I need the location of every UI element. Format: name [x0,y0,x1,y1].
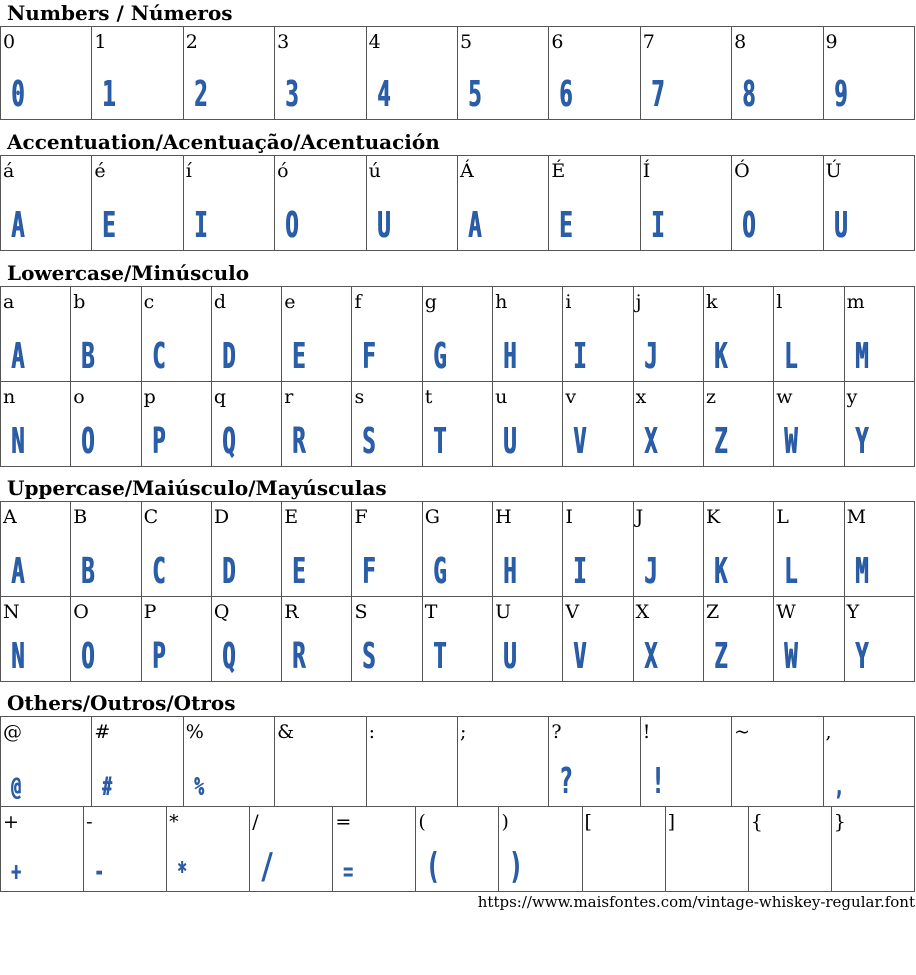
font-glyph-sample: M [854,336,869,377]
glyph-cell [549,717,640,807]
character-label: h [495,291,508,313]
character-label: = [335,811,352,833]
font-glyph-sample: A [467,205,482,246]
glyph-cell [703,287,773,382]
glyph-cell [71,382,141,467]
font-glyph-sample: U [833,205,847,246]
character-label: 4 [368,31,381,53]
character-label: + [3,811,19,833]
character-label: / [252,811,259,833]
character-label: X [635,601,650,623]
glyph-cell [563,502,633,597]
font-glyph-sample: U [503,421,517,462]
character-label: Z [705,601,720,623]
glyph-cell [457,717,548,807]
font-glyph-sample: A [11,551,25,592]
character-label: R [284,601,299,623]
character-label: 7 [642,31,655,53]
font-glyph-sample: O [742,205,756,246]
font-glyph-sample: 3 [285,74,299,115]
glyph-cell [563,597,633,682]
character-label: Ó [734,160,750,182]
font-glyph-sample: S [362,636,376,677]
character-label: o [73,386,85,408]
font-glyph-sample: W [784,421,798,462]
font-glyph-sample: 1 [102,74,116,115]
glyph-cell [92,717,183,807]
glyph-row [1,502,915,597]
character-label: C [143,506,159,528]
character-label: 2 [185,31,198,53]
font-glyph-sample: 5 [467,74,482,115]
glyph-cell [282,597,352,682]
glyph-cell [774,382,844,467]
character-label: ~ [734,721,751,743]
glyph-cell [844,382,914,467]
lowercase-grid [0,286,915,467]
glyph-cell [211,287,281,382]
glyph-cell [183,27,274,120]
glyph-cell [250,807,333,892]
font-glyph-sample: I [573,551,587,592]
glyph-cell [282,502,352,597]
character-label: { [750,811,763,833]
character-label: l [776,291,783,313]
character-label: I [565,506,573,528]
character-label: e [284,291,296,313]
glyph-cell [366,717,457,807]
character-label: 6 [551,31,564,53]
font-glyph-sample: O [285,205,299,246]
glyph-cell [563,287,633,382]
character-label: T [424,601,438,623]
others-title: Others/Outros/Otros [7,691,236,715]
glyph-cell [275,156,366,251]
font-glyph-sample: E [292,551,306,592]
character-label: b [73,291,86,313]
glyph-cell [422,287,492,382]
glyph-cell [1,597,71,682]
font-glyph-sample: V [573,636,587,677]
character-label: u [495,386,508,408]
font-glyph-sample: O [81,421,95,462]
character-label: P [143,601,157,623]
character-label: ? [551,721,562,743]
character-label: Á [459,160,474,182]
character-label: - [86,811,93,833]
character-label: H [495,506,512,528]
glyph-cell [1,807,84,892]
font-glyph-sample: 2 [193,74,208,115]
character-label: F [354,506,368,528]
glyph-cell [352,382,422,467]
character-label: s [354,386,365,408]
glyph-cell [422,502,492,597]
font-glyph-sample: = [343,857,354,887]
character-label: & [277,721,295,743]
glyph-cell [457,27,548,120]
glyph-cell [211,597,281,682]
font-glyph-sample: T [432,421,447,462]
glyph-cell [282,382,352,467]
font-glyph-sample: Y [854,421,869,462]
font-glyph-sample: ? [559,761,573,802]
character-label: } [833,811,846,833]
glyph-cell [71,597,141,682]
font-glyph-sample: F [362,551,376,592]
glyph-cell [493,382,563,467]
glyph-cell [141,502,211,597]
character-label: J [635,506,644,528]
character-label: i [565,291,572,313]
glyph-cell [366,156,457,251]
glyph-cell [774,287,844,382]
character-label: G [424,506,440,528]
glyph-cell [167,807,250,892]
glyph-cell [823,156,914,251]
font-glyph-sample: D [221,336,236,377]
font-glyph-sample: Z [713,421,728,462]
character-label: : [368,721,375,743]
font-glyph-sample: U [503,636,517,677]
font-glyph-sample: L [784,336,798,377]
font-glyph-sample: 6 [559,74,573,115]
glyph-cell [1,156,92,251]
font-glyph-sample: 9 [833,74,847,115]
glyph-cell [141,597,211,682]
font-glyph-sample: + [11,857,21,887]
glyph-cell [844,597,914,682]
character-label: x [635,386,647,408]
glyph-cell [831,807,914,892]
glyph-cell [633,287,703,382]
glyph-cell [640,27,731,120]
font-glyph-sample: N [11,421,25,462]
character-label: 8 [734,31,747,53]
glyph-cell [211,502,281,597]
glyph-cell [774,502,844,597]
character-label: y [846,386,858,408]
glyph-cell [1,502,71,597]
character-label: ú [368,160,381,182]
character-label: Q [213,601,230,623]
glyph-row [1,156,915,251]
character-label: B [73,506,88,528]
glyph-row [1,287,915,382]
character-label: é [94,160,106,182]
font-glyph-sample: G [432,551,447,592]
font-glyph-sample: C [151,336,166,377]
glyph-cell [499,807,582,892]
character-label: W [776,601,796,623]
glyph-cell [549,27,640,120]
font-glyph-sample: N [11,636,25,677]
glyph-cell [703,382,773,467]
glyph-cell [582,807,665,892]
glyph-cell [416,807,499,892]
character-label: ó [277,160,289,182]
font-glyph-sample: K [713,551,728,592]
glyph-row [1,597,915,682]
glyph-cell [352,287,422,382]
glyph-cell [633,597,703,682]
font-glyph-sample: Q [221,636,236,677]
font-glyph-sample: T [432,636,447,677]
source-url: https://www.maisfontes.com/vintage-whiskey-regular.font [477,893,915,911]
character-label: * [169,811,179,833]
glyph-cell [640,717,731,807]
glyph-cell [844,502,914,597]
character-label: d [213,291,227,313]
character-label: É [551,160,566,182]
glyph-cell [640,156,731,251]
glyph-cell [275,27,366,120]
font-glyph-sample: F [362,336,376,377]
lowercase-title: Lowercase/Minúsculo [7,261,250,285]
font-glyph-sample: # [102,772,113,802]
font-glyph-sample: R [292,421,306,462]
glyph-cell [71,502,141,597]
character-label: k [705,291,718,313]
glyph-cell [92,27,183,120]
character-label: U [495,601,512,623]
numbers-title: Numbers / Números [7,1,233,25]
font-glyph-sample: O [81,636,95,677]
font-glyph-sample: V [573,421,587,462]
font-glyph-sample: P [151,421,166,462]
font-glyph-sample: 4 [376,74,391,115]
character-label: # [94,721,111,743]
glyph-cell [1,287,71,382]
glyph-cell [493,597,563,682]
character-label: 1 [94,31,107,53]
numbers-grid [0,26,915,120]
font-glyph-sample: * [177,857,187,887]
character-label: 5 [459,31,473,53]
font-glyph-sample: 0 [11,74,25,115]
font-glyph-sample: , [833,772,844,802]
font-glyph-sample: G [432,336,447,377]
font-glyph-sample: M [854,551,869,592]
font-glyph-sample: A [11,205,25,246]
glyph-cell [183,717,274,807]
character-label: ( [418,811,426,833]
glyph-cell [823,717,914,807]
character-label: [ [584,811,592,833]
character-label: Í [642,160,651,182]
glyph-cell [703,502,773,597]
glyph-cell [774,597,844,682]
character-label: 0 [3,31,16,53]
character-label: 3 [277,31,290,53]
glyph-cell [633,502,703,597]
glyph-cell [844,287,914,382]
font-glyph-sample: K [713,336,728,377]
glyph-cell [84,807,167,892]
character-label: ) [501,811,509,833]
font-glyph-sample: ( [426,846,440,887]
glyph-cell [665,807,748,892]
font-glyph-sample: S [362,421,376,462]
font-glyph-sample: Z [713,636,728,677]
glyph-cell [493,287,563,382]
glyph-cell [211,382,281,467]
character-label: 9 [825,31,838,53]
character-label: p [143,386,156,408]
font-glyph-sample: J [643,551,658,592]
character-label: t [424,386,433,408]
glyph-cell [633,382,703,467]
glyph-cell [732,27,823,120]
font-glyph-sample: Q [221,421,236,462]
glyph-cell [549,156,640,251]
character-label: , [825,721,832,743]
character-label: ! [642,721,651,743]
character-label: Ú [825,160,842,182]
font-glyph-sample: I [650,205,665,246]
font-glyph-sample: ) [509,846,523,887]
font-glyph-sample: E [559,205,573,246]
others-grid-1 [0,716,915,807]
font-glyph-sample: E [102,205,116,246]
font-glyph-sample: X [643,421,658,462]
font-glyph-sample: J [643,336,658,377]
glyph-row [1,717,915,807]
glyph-cell [352,597,422,682]
character-label: m [846,291,865,313]
glyph-cell [563,382,633,467]
character-label: O [73,601,89,623]
character-label: ] [667,811,676,833]
font-glyph-sample: U [376,205,391,246]
font-glyph-sample: L [784,551,798,592]
font-glyph-sample: C [151,551,166,592]
character-label: M [846,506,867,528]
font-glyph-sample: Y [854,636,869,677]
uppercase-title: Uppercase/Maiúsculo/Mayúsculas [7,476,387,500]
font-glyph-sample: / [260,846,274,887]
font-glyph-sample: @ [11,772,21,802]
character-label: r [284,386,294,408]
glyph-row [1,807,915,892]
character-label: @ [3,721,22,743]
character-label: Y [846,601,860,623]
font-glyph-sample: E [292,336,306,377]
character-label: q [213,386,227,408]
font-glyph-sample: - [94,857,104,887]
glyph-cell [352,502,422,597]
character-label: V [565,601,580,623]
character-label: g [424,291,437,313]
character-label: v [565,386,577,408]
font-glyph-sample: 8 [742,74,756,115]
font-glyph-sample: ! [650,761,665,802]
font-glyph-sample: R [292,636,306,677]
font-glyph-sample: I [573,336,587,377]
font-glyph-sample: P [151,636,166,677]
glyph-cell [422,597,492,682]
character-label: j [635,291,642,313]
character-label: % [185,721,204,743]
uppercase-grid [0,501,915,682]
glyph-cell [71,287,141,382]
character-label: w [776,386,793,408]
character-label: a [3,291,15,313]
glyph-row [1,27,915,120]
font-glyph-sample: I [193,205,208,246]
font-glyph-sample: W [784,636,798,677]
character-label: z [705,386,716,408]
font-glyph-sample: B [81,336,95,377]
font-glyph-sample: % [193,772,204,802]
glyph-cell [141,287,211,382]
glyph-cell [457,156,548,251]
glyph-cell [703,597,773,682]
character-label: A [3,506,17,528]
character-label: n [3,386,16,408]
glyph-cell [366,27,457,120]
glyph-cell [732,717,823,807]
font-glyph-sample: X [643,636,658,677]
glyph-row [1,382,915,467]
glyph-cell [275,717,366,807]
character-label: f [354,291,362,313]
font-glyph-sample: B [81,551,95,592]
character-label: á [3,160,15,182]
glyph-cell [1,717,92,807]
character-label: L [776,506,789,528]
accentuation-grid [0,155,915,251]
accentuation-title: Accentuation/Acentuação/Acentuación [7,130,440,154]
glyph-cell [1,382,71,467]
others-grid-2 [0,806,915,892]
font-glyph-sample: A [11,336,25,377]
character-label: K [705,506,721,528]
font-glyph-sample: 7 [650,74,665,115]
character-label: ; [459,721,467,743]
font-glyph-sample: H [503,551,517,592]
glyph-cell [282,287,352,382]
glyph-cell [333,807,416,892]
character-label: D [213,506,230,528]
glyph-cell [92,156,183,251]
glyph-cell [1,27,92,120]
glyph-cell [748,807,831,892]
glyph-cell [422,382,492,467]
font-glyph-sample: H [503,336,517,377]
glyph-cell [823,27,914,120]
glyph-cell [732,156,823,251]
glyph-cell [183,156,274,251]
font-glyph-sample: D [221,551,236,592]
character-label: E [284,506,299,528]
glyph-cell [141,382,211,467]
character-label: c [143,291,155,313]
character-label: S [354,601,368,623]
character-label: N [3,601,20,623]
glyph-cell [493,502,563,597]
character-label: í [185,160,192,182]
